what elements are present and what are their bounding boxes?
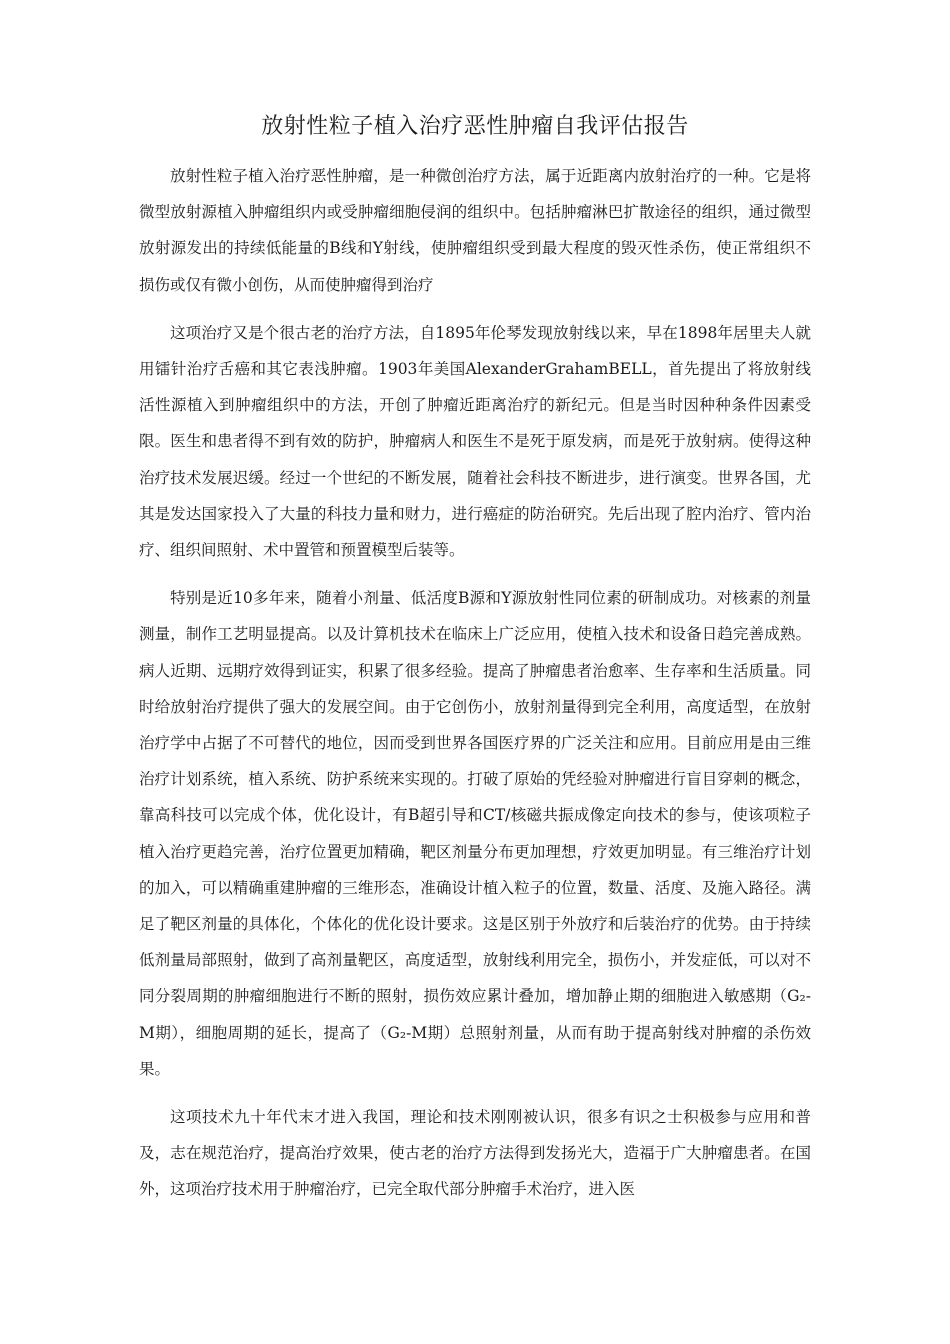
paragraph-history: 这项治疗又是个很古老的治疗方法，自1895年伦琴发现放射线以来，早在1898年居里夫人就用镭针治疗舌癌和其它表浅肿瘤。1903年美国AlexanderGrahamBELL，首先提出了将放射线活性源植入到肿瘤组织中的方法，开创了肿瘤近距离治疗的新纪元。但是当时因种种条件因素受限。医生和患者得不到有效的防护，肿瘤病人和医生不是死于原发病，而是死于放射病。使得这种治疗技术发展迟缓。经过一个世纪的不断发展，随着社会科技不断进步，进行演变。世界各国，尤其是发达国家投入了大量的科技力量和财力，进行癌症的防治研究。先后出现了腔内治疗、管内治疗、组织间照射、术中置管和预置模型后装等。 [139,323,811,560]
paragraph-china-adoption: 这项技术九十年代末才进入我国，理论和技术刚刚被认识，很多有识之士积极参与应用和普及，志在规范治疗，提高治疗效果，使古老的治疗方法得到发扬光大，造福于广大肿瘤患者。在国外，这项治疗技术用于肿瘤治疗，已完全取代部分肿瘤手术治疗，进入医 [139,1108,811,1199]
paragraph-intro: 放射性粒子植入治疗恶性肿瘤，是一种微创治疗方法，属于近距离内放射治疗的一种。它是将微型放射源植入肿瘤组织内或受肿瘤细胞侵润的组织中。包括肿瘤淋巴扩散途径的组织，通过微型放射源发出的持续低能量的Β线和Υ射线，使肿瘤组织受到最大程度的毁灭性杀伤，使正常组织不损伤或仅有微小创伤，从而使肿瘤得到治疗 [139,167,811,294]
paragraph-technology: 特别是近10多年来，随着小剂量、低活度Β源和Υ源放射性同位素的研制成功。对核素的剂量测量，制作工艺明显提高。以及计算机技术在临床上广泛应用，使植入技术和设备日趋完善成熟。病人近期、远期疗效得到证实，积累了很多经验。提高了肿瘤患者治愈率、生存率和生活质量。同时给放射治疗提供了强大的发展空间。由于它创伤小，放射剂量得到完全利用，高度适型，在放射治疗学中占据了不可替代的地位，因而受到世界各国医疗界的广泛关注和应用。目前应用是由三维治疗计划系统，植入系统、防护系统来实现的。打破了原始的凭经验对肿瘤进行盲目穿刺的概念，靠高科技可以完成个体，优化设计，有B超引导和CT/核磁共振成像定向技术的参与，使该项粒子植入治疗更趋完善，治疗位置更加精确，靶区剂量分布更加理想，疗效更加明显。有三维治疗计划的加入，可以精确重建肿瘤的三维形态，准确设计植入粒子的位置，数量、活度、及施入路径。满足了靶区剂量的具体化，个体化的优化设计要求。这是区别于外放疗和后装治疗的优势。由于持续低剂量局部照射，做到了高剂量靶区，高度适型，放射线利用完全，损伤小，并发症低，可以对不同分裂周期的肿瘤细胞进行不断的照射，损伤效应累计叠加，增加静止期的细胞进入敏感期（G₂-M期），细胞周期的延长，提高了（G₂-M期）总照射剂量，从而有助于提高射线对肿瘤的杀伤效果。 [139,589,811,1078]
document-page [139,112,811,1220]
document-title: 放射性粒子植入治疗恶性肿瘤自我评估报告 [261,114,689,139]
